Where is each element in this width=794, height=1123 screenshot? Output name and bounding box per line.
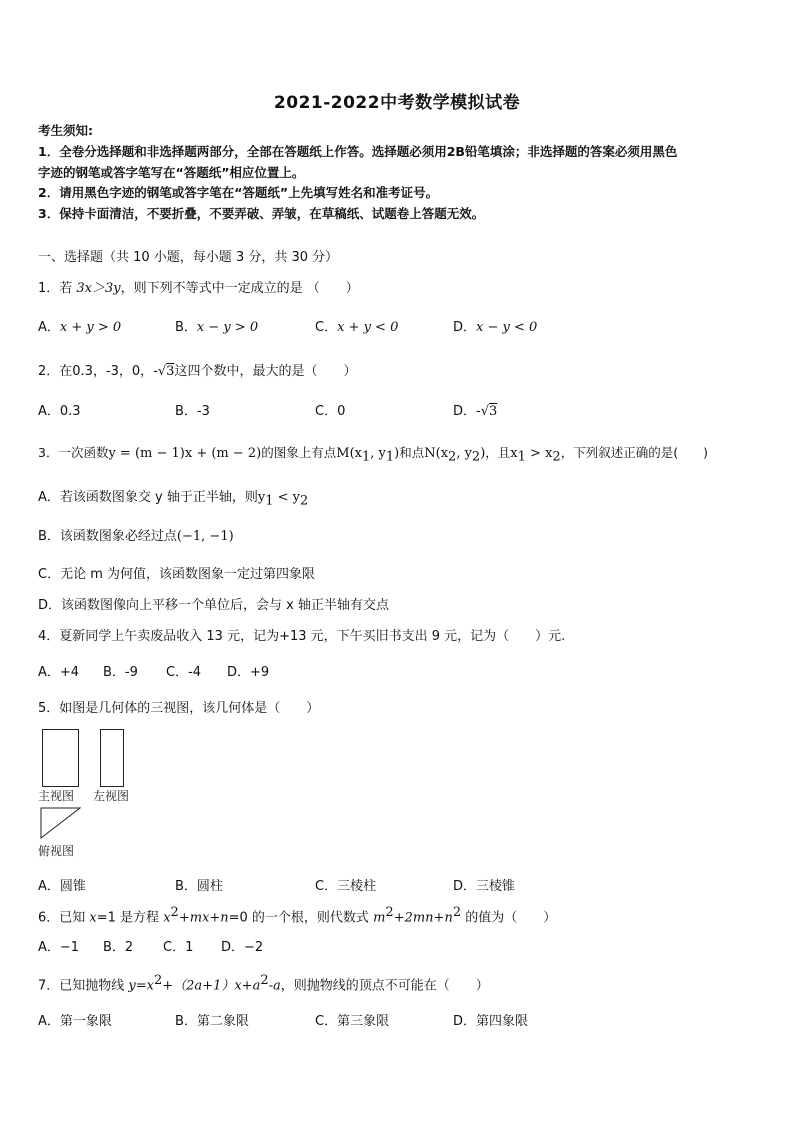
q4-option-b[interactable]: B．-9 <box>103 665 138 680</box>
q1-option-a[interactable]: A．x + y > 0 <box>38 320 122 335</box>
question-4: 4．夏新同学上午卖废品收入 13 元，记为+13 元，下午买旧书支出 9 元，记为（ ）元. <box>38 629 566 644</box>
question-6: 6．已知 x=1 是方程 $x^2+mx+n=0$ 的一个根，则代数式 $m^2+2mn+n^2$ 的值为（ ） <box>38 905 557 926</box>
q3-option-d[interactable]: D．该函数图像向上平移一个单位后，会与 x 轴正半轴有交点 <box>38 598 389 613</box>
q6-option-b[interactable]: B．2 <box>103 940 134 955</box>
front-view-label: 主视图 <box>38 789 75 803</box>
notice-heading: 考生须知: <box>38 123 93 138</box>
sqrt-symbol: √ <box>157 364 167 379</box>
q4-option-a[interactable]: A．+4 <box>38 665 80 680</box>
q5-option-c[interactable]: C．三棱柱 <box>315 879 377 894</box>
section-heading: 一、选择题（共 10 小题，每小题 3 分，共 30 分） <box>38 250 339 265</box>
q5-option-b[interactable]: B．圆柱 <box>175 879 223 894</box>
left-view-rectangle <box>100 729 124 787</box>
q3-option-b[interactable]: B．该函数图象必经过点(−1, −1) <box>38 529 234 544</box>
q5-option-a[interactable]: A．圆锥 <box>38 879 86 894</box>
question-2: 2．在0.3，-3，0，-√3这四个数中，最大的是（ ） <box>38 364 357 379</box>
notice-line-1b: 字迹的钢笔或答字笔写在“答题纸”相应位置上。 <box>38 165 305 180</box>
question-7: 7．已知抛物线 $y=x^2+(2a+1)x+a^2-a$，则抛物线的顶点不可能在（ ） <box>38 973 489 994</box>
page-title: 2021-2022中考数学模拟试卷 <box>273 93 521 113</box>
top-view-label: 俯视图 <box>38 844 75 858</box>
question-3: 3．一次函数y = (m − 1)x + (m − 2)的图象上有点$M(x_1$, $y_1$)和点$N(x_2$, $y_2$)，且$x_1 > x_2$，下列叙述正确的是( ) <box>38 445 708 465</box>
q1-option-b[interactable]: B．x − y > 0 <box>175 320 259 335</box>
q6-option-d[interactable]: D．−2 <box>221 940 264 955</box>
q1-option-c[interactable]: C．x + y < 0 <box>315 320 399 335</box>
q7-option-c[interactable]: C．第三象限 <box>315 1014 390 1029</box>
q1-option-d[interactable]: D．x − y < 0 <box>453 320 538 335</box>
q4-option-d[interactable]: D．+9 <box>227 665 270 680</box>
q2-option-d[interactable]: D．-√3 <box>453 404 498 419</box>
q6-option-a[interactable]: A．−1 <box>38 940 80 955</box>
q3-option-a[interactable]: A．若该函数图象交 y 轴于正半轴，则$y_1 < y_2$ <box>38 490 309 509</box>
question-1: 1．若 3x＞3y，则下列不等式中一定成立的是 （ ） <box>38 281 359 296</box>
front-view-rectangle <box>42 729 79 787</box>
q7-option-d[interactable]: D．第四象限 <box>453 1014 529 1029</box>
q7-option-b[interactable]: B．第二象限 <box>175 1014 249 1029</box>
q6-option-c[interactable]: C．1 <box>163 940 194 955</box>
q2-option-c[interactable]: C．0 <box>315 404 346 419</box>
notice-line-1a: 1．全卷分选择题和非选择题两部分，全部在答题纸上作答。选择题必须用2B铅笔填涂；非选择题的答案必须用黑色 <box>38 144 678 159</box>
top-view-triangle <box>40 807 82 839</box>
q2-option-b[interactable]: B．-3 <box>175 404 210 419</box>
notice-line-3: 3．保持卡面清洁，不要折叠，不要弄破、弄皱，在草稿纸、试题卷上答题无效。 <box>38 206 485 221</box>
left-view-label: 左视图 <box>93 789 130 803</box>
q4-option-c[interactable]: C．-4 <box>166 665 202 680</box>
q7-option-a[interactable]: A．第一象限 <box>38 1014 112 1029</box>
q2-option-a[interactable]: A．0.3 <box>38 404 81 419</box>
q5-option-d[interactable]: D．三棱锥 <box>453 879 516 894</box>
notice-line-2: 2．请用黑色字迹的钢笔或答字笔在“答题纸”上先填写姓名和准考证号。 <box>38 185 439 200</box>
q3-option-c[interactable]: C．无论 m 为何值，该函数图象一定过第四象限 <box>38 567 316 582</box>
question-5: 5．如图是几何体的三视图，该几何体是（ ） <box>38 701 320 716</box>
